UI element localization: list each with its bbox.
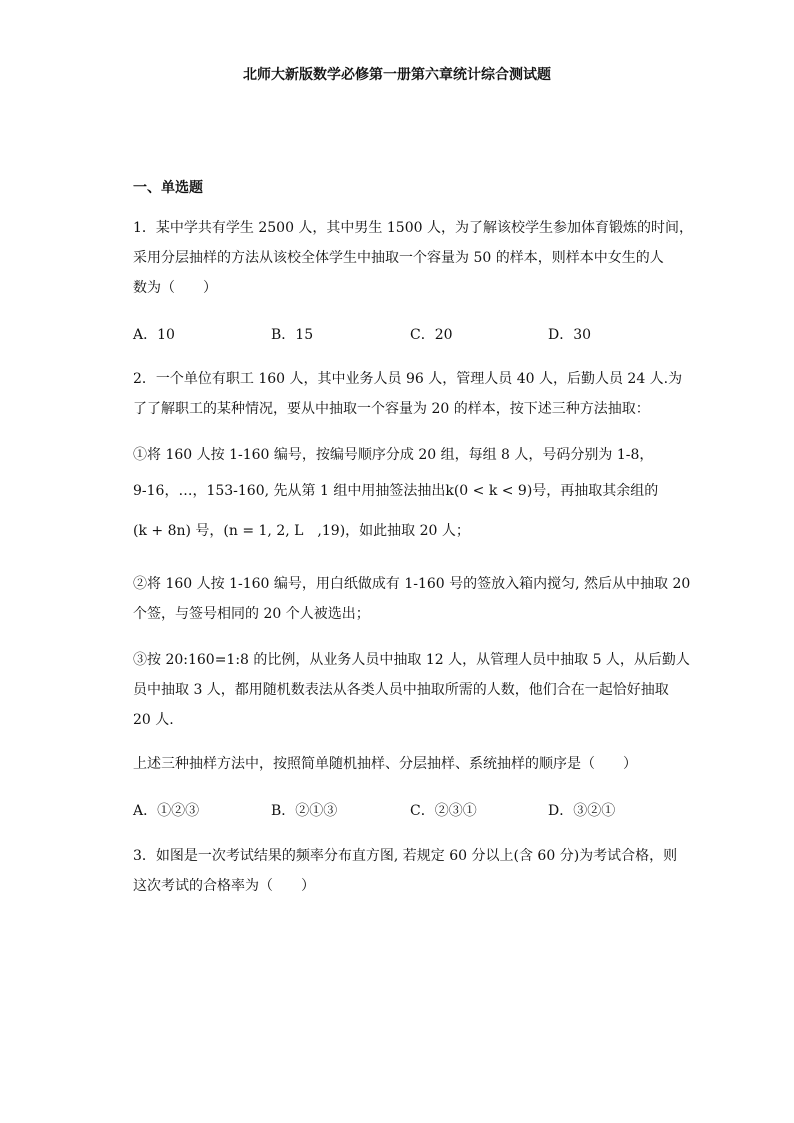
q1-line-1: 1．某中学共有学生 2500 人，其中男生 1500 人，为了解该校学生参加体育锻炼的时间， xyxy=(133,220,693,236)
q2-line-7: 个签，与签号相同的 20 个人被选出； xyxy=(133,606,370,622)
section-heading: 一、单选题 xyxy=(133,180,203,196)
q3-line-2: 这次考试的合格率为（ ） xyxy=(133,878,315,894)
q1-option-c: C．20 xyxy=(410,327,453,343)
q2-option-d: D．③②① xyxy=(548,803,616,819)
q2-line-2: 了了解职工的某种情况，要从中抽取一个容量为 20 的样本，按下述三种方法抽取： xyxy=(133,401,650,417)
q2-line-1: 2．一个单位有职工 160 人，其中业务人员 96 人，管理人员 40 人，后勤人员 24 人.为 xyxy=(133,371,683,387)
q2-line-11: 上述三种抽样方法中，按照简单随机抽样、分层抽样、系统抽样的顺序是（ ） xyxy=(133,756,637,772)
q2-line-5: (k + 8n) 号，(n = 1, 2, L ,19)，如此抽取 20 人； xyxy=(133,523,470,539)
q2-option-b: B．②①③ xyxy=(271,803,338,819)
q2-line-8: ③按 20:160=1:8 的比例，从业务人员中抽取 12 人，从管理人员中抽取 5 人，从后勤人 xyxy=(133,652,690,668)
q1-line-3: 数为（ ） xyxy=(133,280,217,296)
q1-option-d: D．30 xyxy=(548,327,592,343)
q3-line-1: 3．如图是一次考试结果的频率分布直方图, 若规定 60 分以上(含 60 分)为考试合格，则 xyxy=(133,848,678,864)
q1-line-2: 采用分层抽样的方法从该校全体学生中抽取一个容量为 50 的样本，则样本中女生的人 xyxy=(133,250,664,266)
q1-option-a: A．10 xyxy=(133,327,175,343)
document-title: 北师大新版数学必修第一册第六章统计综合测试题 xyxy=(243,67,551,83)
q2-line-6: ②将 160 人按 1-160 编号，用白纸做成有 1-160 号的签放入箱内搅匀, 然后从中抽取 20 xyxy=(133,576,691,592)
q2-line-3: ①将 160 人按 1-160 编号，按编号顺序分成 20 组，每组 8 人，号码分别为 1-8， xyxy=(133,447,654,463)
q2-option-c: C．②③① xyxy=(410,803,477,819)
q2-line-9: 员中抽取 3 人，都用随机数表法从各类人员中抽取所需的人数，他们合在一起恰好抽取 xyxy=(133,682,669,698)
q1-option-b: B．15 xyxy=(271,327,314,343)
q2-option-a: A．①②③ xyxy=(133,803,200,819)
q2-line-10: 20 人. xyxy=(133,712,174,728)
q2-line-4: 9-16，…，153-160, 先从第 1 组中用抽签法抽出k(0 < k < 9)号，再抽取其余组的 xyxy=(133,483,659,499)
